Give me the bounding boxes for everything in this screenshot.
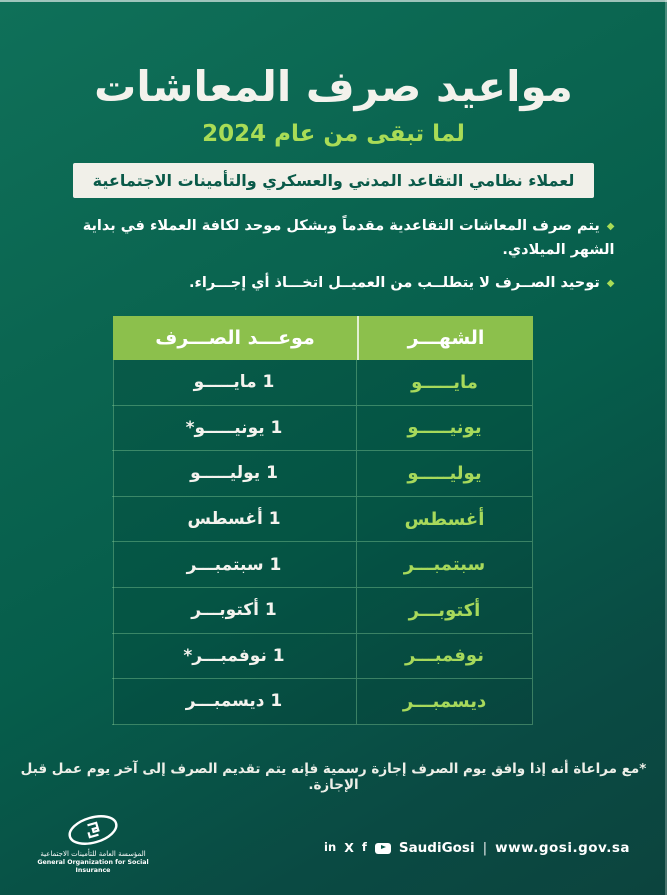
note-text: يتم صرف المعاشات التقاعدية مقدماً وبشكل موحد لكافة العملاء في بداية الشهر الميلادي.: [82, 218, 615, 258]
date-cell: 1 سبتمبـــر: [112, 542, 356, 588]
date-cell: 1 نوفمبـــر*: [112, 634, 356, 680]
social-footer: [324, 840, 630, 856]
month-cell: نوفمبـــر: [356, 634, 532, 680]
footer-separator: |: [482, 840, 488, 856]
logo-english-name: General Organization for Social Insurance: [37, 859, 149, 875]
linkedin-icon: in: [324, 840, 337, 855]
logo-arabic-name: المؤسسة العامة للتأمينات الاجتماعية: [40, 850, 146, 858]
gosi-logo: [33, 813, 153, 875]
date-cell: 1 ديسمبـــر: [112, 679, 356, 725]
footnote: *مع مراعاة أنه إذا وافق يوم الصرف إجازة رسمية فإنه يتم تقديم الصرف إلى آخر يوم عمل قبل الإجازة.: [20, 761, 647, 793]
month-cell: مايـــــو: [356, 360, 532, 406]
gosi-logo-icon: [64, 813, 122, 847]
date-cell: 1 أكتوبـــر: [112, 588, 356, 634]
diamond-bullet-icon: ◆: [606, 277, 615, 289]
month-cell: يوليـــــو: [356, 451, 532, 497]
month-cell: سبتمبـــر: [356, 542, 532, 588]
date-cell: 1 يونيـــــو*: [112, 406, 356, 452]
website-url: www.gosi.gov.sa: [495, 840, 630, 856]
list-item: [53, 272, 615, 296]
page-title: مواعيد صرف المعاشات: [94, 62, 573, 111]
list-item: [53, 215, 615, 263]
month-cell: ديسمبـــر: [356, 679, 532, 725]
social-handle: SaudiGosi: [398, 840, 475, 856]
month-cell: أكتوبـــر: [356, 588, 532, 634]
table-body: [113, 360, 533, 725]
table-header-row: [113, 316, 533, 360]
notes-list: [53, 215, 615, 296]
x-icon: X: [344, 839, 354, 855]
month-cell: يونيـــــو: [356, 406, 532, 452]
month-cell: أغسطس: [356, 497, 532, 543]
audience-banner: لعملاء نظامي التقاعد المدني والعسكري والتأمينات الاجتماعية: [73, 163, 594, 198]
date-cell: 1 مايـــــو: [112, 360, 356, 406]
note-text: توحيد الصــرف لا يتطلــب من العميــل اتخـــاذ أي إجـــراء.: [188, 274, 600, 291]
date-cell: 1 أغسطس: [112, 497, 356, 543]
page-subtitle: لما تبقى من عام 2024: [202, 121, 465, 147]
date-cell: 1 يوليـــــو: [112, 451, 356, 497]
facebook-icon: f: [361, 840, 367, 855]
diamond-bullet-icon: ◆: [606, 221, 615, 232]
column-header-month: الشهـــر: [357, 316, 533, 360]
column-header-payment-date: موعـــد الصـــرف: [155, 327, 315, 349]
youtube-icon: [375, 843, 391, 854]
payment-schedule-table: [113, 316, 533, 725]
